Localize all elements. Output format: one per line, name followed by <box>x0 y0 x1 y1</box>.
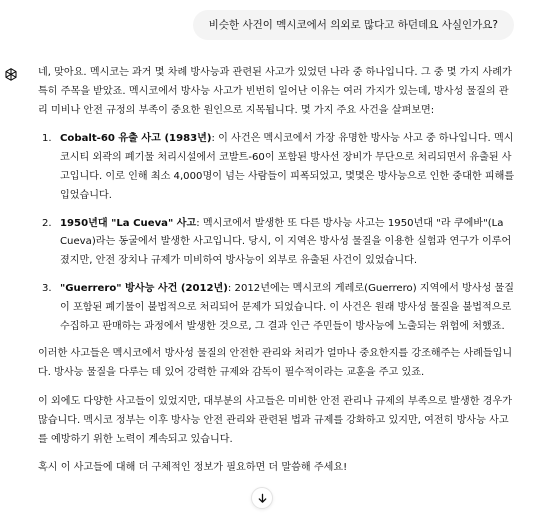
list-item-title: 1950년대 "La Cueva" 사고 <box>60 217 197 229</box>
assistant-avatar <box>2 66 20 84</box>
accident-list <box>38 130 518 336</box>
assistant-closing: 혹시 이 사고들에 대해 더 구체적인 정보가 필요하면 더 말씀해 주세요! <box>38 462 348 474</box>
list-item-title: "Guerrero" 방사능 사건 (2012년) <box>60 282 228 294</box>
assistant-message <box>38 64 518 488</box>
list-number: 2. <box>42 217 52 229</box>
assistant-intro: 네, 맞아요. 멕시코는 과거 몇 차례 방사능과 관련된 사고가 있었던 나라 중 하나입니다. 그 중 몇 가지 사례가 특히 주목을 받았죠. 멕시코에서 방사능 사고가 빈번히 일어난 이유는 여러 가지가 있는데, 방사성 물질의 관리 미비나 안전 규정의 부족이 중요한 원인으로 지목됩니다. 몇 가지 주요 사건을 살펴보면: <box>38 67 512 116</box>
list-number: 1. <box>42 133 52 145</box>
user-message-text: 비슷한 사건이 멕시코에서 의외로 많다고 하던데요 사실인가요? <box>208 19 498 31</box>
assistant-paragraph: 이 외에도 다양한 사고들이 있었지만, 대부분의 사고들은 미비한 안전 관리나 규제의 부족으로 발생한 경우가 많습니다. 멕시코 정부는 이후 방사능 안전 관리와 관련된 법과 규제를 강화하고 있지만, 여전히 방사능 사고를 예방하기 위한 노력이 계속되고 있습니다. <box>38 395 512 445</box>
list-item <box>38 215 518 271</box>
list-item-text: : 이 사건은 멕시코에서 가장 유명한 방사능 사고 중 하나입니다. 멕시코시티 외곽의 폐기물 처리시설에서 코발트-60이 포함된 방사선 장비가 무단으로 처리되면서 유출된 사고입니다. 이로 인해 최소 4,000명이 넘는 사람들이 피폭되었고, 몇몇은 방사능으로 인한 중대한 피해를 입었습니다. <box>60 133 515 201</box>
list-item <box>38 130 518 205</box>
scroll-to-bottom-button[interactable] <box>251 487 273 509</box>
list-number: 3. <box>42 282 52 294</box>
list-item-title: Cobalt-60 유출 사고 (1983년) <box>60 133 212 145</box>
arrow-down-icon <box>257 493 268 504</box>
openai-logo-icon <box>3 67 19 83</box>
list-item-text: : 2012년에는 멕시코의 게레로(Guerrero) 지역에서 방사성 물질이 포함된 폐기물이 불법적으로 처리되어 문제가 되었습니다. 이 사건은 원래 방사성 물질을 불법적으로 수집하고 판매하는 과정에서 발생한 것으로, 그 결과 인근 주민들이 방사능에 노출되는 위험에 처했죠. <box>60 282 515 332</box>
list-item <box>38 280 518 336</box>
assistant-paragraph: 이러한 사고들은 멕시코에서 방사성 물질의 안전한 관리와 처리가 얼마나 중요한지를 강조해주는 사례들입니다. 방사능 물질을 다루는 데 있어 강력한 규제와 감독이 필수적이라는 교훈을 주고 있죠. <box>38 348 513 379</box>
user-message-bubble <box>193 10 514 40</box>
list-item-text: : 멕시코에서 발생한 또 다른 방사능 사고는 1950년대 "라 쿠에바"(La Cueva)라는 동굴에서 발생한 사고입니다. 당시, 이 지역은 방사성 물질을 이용한 실험과 연구가 이루어졌지만, 안전 장치나 규제가 미비하여 방사능이 외부로 유출된 사건이 있었습니다. <box>60 217 512 267</box>
